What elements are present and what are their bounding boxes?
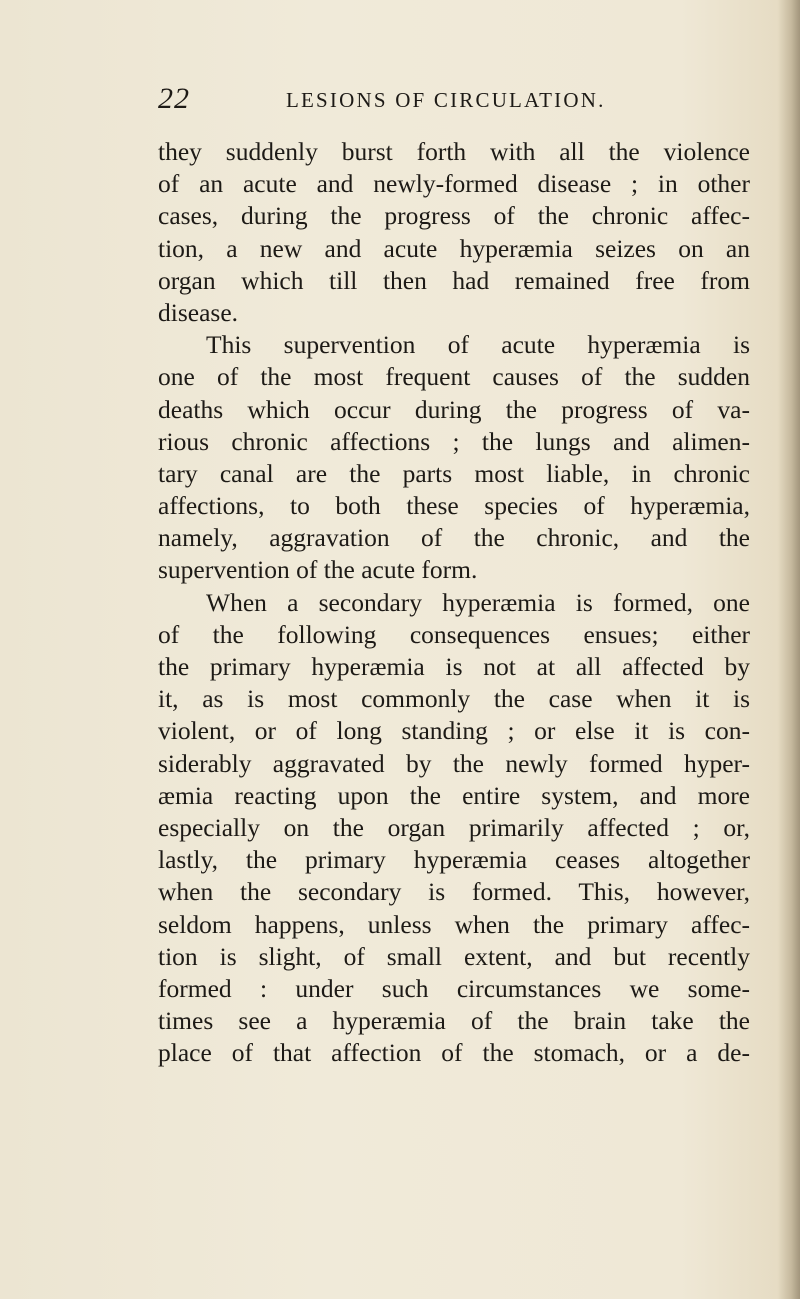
text-line: tary canal are the parts most liable, in chronic xyxy=(158,458,750,488)
text-line: When a secondary hyperæmia is formed, one xyxy=(206,587,750,617)
text-line: This supervention of acute hyperæmia is xyxy=(206,330,750,360)
running-header xyxy=(158,82,758,122)
text-line: one of the most frequent causes of the sudden xyxy=(158,362,750,392)
page-number: 22 xyxy=(158,82,190,115)
text-line: disease. xyxy=(158,297,239,327)
text-line: lastly, the primary hyperæmia ceases altogether xyxy=(158,845,750,875)
text-line: tion is slight, of small extent, and but recently xyxy=(158,941,750,971)
text-line: formed : under such circumstances we some- xyxy=(158,973,750,1003)
text-line: place of that affection of the stomach, or a de- xyxy=(158,1038,750,1068)
text-line: cases, during the progress of the chronic affec- xyxy=(158,201,750,231)
running-title: LESIONS OF CIRCULATION. xyxy=(286,88,606,112)
text-line: violent, or of long standing ; or else it is con- xyxy=(158,716,750,746)
text-line: seldom happens, unless when the primary affec- xyxy=(158,909,750,939)
text-line: they suddenly burst forth with all the violence xyxy=(158,137,750,166)
binding-shadow xyxy=(778,0,800,1299)
text-line: of the following consequences ensues; either xyxy=(158,619,750,649)
text-line: organ which till then had remained free from xyxy=(158,265,750,295)
text-line: namely, aggravation of the chronic, and the xyxy=(158,523,750,553)
text-line: siderably aggravated by the newly formed hyper- xyxy=(158,748,750,778)
text-line: of an acute and newly-formed disease ; in other xyxy=(158,169,750,199)
text-line: supervention of the acute form. xyxy=(158,555,478,585)
text-line: times see a hyperæmia of the brain take the xyxy=(158,1006,750,1036)
text-line: it, as is most commonly the case when it is xyxy=(158,684,750,714)
text-line: æmia reacting upon the entire system, and more xyxy=(158,780,750,810)
text-line: the primary hyperæmia is not at all affected by xyxy=(158,652,750,681)
text-line: especially on the organ primarily affected ; or, xyxy=(158,812,750,842)
text-line: deaths which occur during the progress of va- xyxy=(158,394,750,424)
body-text xyxy=(158,136,750,1069)
text-line: tion, a new and acute hyperæmia seizes on an xyxy=(158,233,750,263)
text-line: when the secondary is formed. This, however, xyxy=(158,877,750,907)
text-line: rious chronic affections ; the lungs and alimen- xyxy=(158,426,750,456)
text-line: affections, to both these species of hyperæmia, xyxy=(158,491,750,521)
